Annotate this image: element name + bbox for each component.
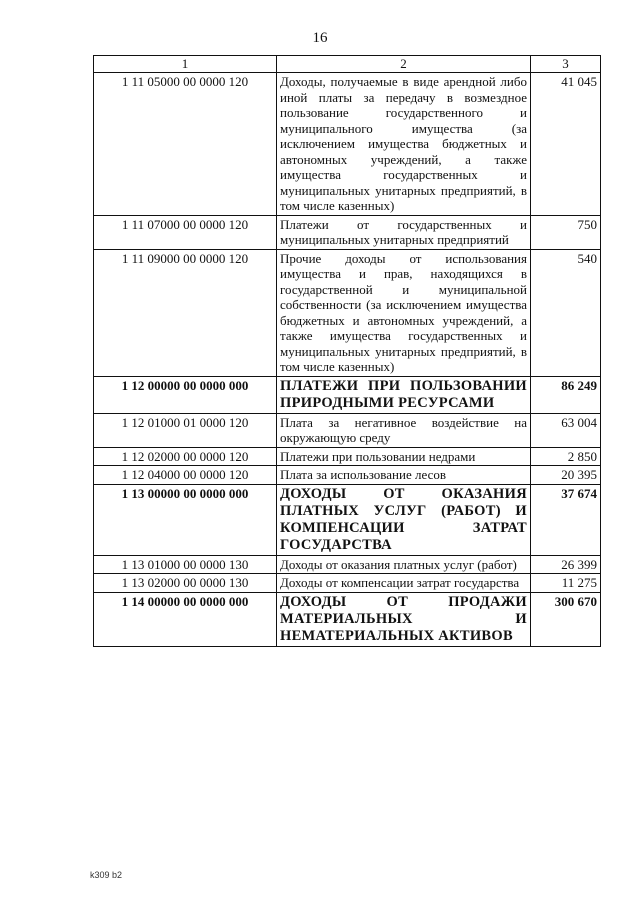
document-footer-code: k309 b2 (90, 870, 123, 880)
section-name: ПЛАТЕЖИ ПРИ ПОЛЬЗОВАНИИ ПРИРОДНЫМИ РЕСУРСАМИ (277, 376, 531, 413)
row-name: Доходы, получаемые в виде арендной либо иной платы за передачу в возмездное пользование государственного и муниципального имущества (за исключением имущества бюджетных и автономных учреждений, а также имущества государственных и муниципальных унитарных предприятий, в том числе казенных) (277, 73, 531, 216)
row-code: 1 11 07000 00 0000 120 (94, 215, 277, 249)
row-amount: 41 045 (531, 73, 601, 216)
row-code: 1 13 02000 00 0000 130 (94, 574, 277, 593)
row-amount: 63 004 (531, 413, 601, 447)
row-amount: 11 275 (531, 574, 601, 593)
row-code: 1 13 01000 00 0000 130 (94, 555, 277, 574)
table-row (94, 215, 601, 249)
section-amount: 300 670 (531, 592, 601, 646)
table-row (94, 249, 601, 376)
row-amount: 20 395 (531, 466, 601, 485)
column-header-amount: 3 (531, 56, 601, 73)
row-amount: 2 850 (531, 447, 601, 466)
section-code: 1 14 00000 00 0000 000 (94, 592, 277, 646)
table-row (94, 73, 601, 216)
row-amount: 750 (531, 215, 601, 249)
section-code: 1 13 00000 00 0000 000 (94, 484, 277, 555)
table-section-row (94, 592, 601, 646)
row-code: 1 11 09000 00 0000 120 (94, 249, 277, 376)
table-row (94, 447, 601, 466)
table-row (94, 574, 601, 593)
row-code: 1 12 04000 00 0000 120 (94, 466, 277, 485)
row-name: Доходы от компенсации затрат государства (277, 574, 531, 593)
section-code: 1 12 00000 00 0000 000 (94, 376, 277, 413)
row-amount: 26 399 (531, 555, 601, 574)
row-name: Плата за использование лесов (277, 466, 531, 485)
row-amount: 540 (531, 249, 601, 376)
table-row (94, 466, 601, 485)
row-code: 1 12 02000 00 0000 120 (94, 447, 277, 466)
page-number: 16 (312, 30, 328, 46)
table-section-row (94, 376, 601, 413)
column-header-code: 1 (94, 56, 277, 73)
section-name: ДОХОДЫ ОТ ОКАЗАНИЯ ПЛАТНЫХ УСЛУГ (РАБОТ) И КОМПЕНСАЦИИ ЗАТРАТ ГОСУДАРСТВА (277, 484, 531, 555)
column-header-name: 2 (277, 56, 531, 73)
row-name: Плата за негативное воздействие на окружающую среду (277, 413, 531, 447)
row-name: Платежи от государственных и муниципальных унитарных предприятий (277, 215, 531, 249)
section-name: ДОХОДЫ ОТ ПРОДАЖИ МАТЕРИАЛЬНЫХ И НЕМАТЕРИАЛЬНЫХ АКТИВОВ (277, 592, 531, 646)
row-code: 1 12 01000 01 0000 120 (94, 413, 277, 447)
section-amount: 37 674 (531, 484, 601, 555)
row-name: Платежи при пользовании недрами (277, 447, 531, 466)
table-row (94, 413, 601, 447)
row-code: 1 11 05000 00 0000 120 (94, 73, 277, 216)
row-name: Прочие доходы от использования имущества и прав, находящихся в государственной и муниципальной собственности (за исключением имущества бюджетных и автономных учреждений, а также имущества государственных и муниципальных унитарных предприятий, в том числе казенных) (277, 249, 531, 376)
table-section-row (94, 484, 601, 555)
table-header-row (94, 56, 601, 73)
table-row (94, 555, 601, 574)
section-amount: 86 249 (531, 376, 601, 413)
row-name: Доходы от оказания платных услуг (работ) (277, 555, 531, 574)
budget-revenue-table (93, 55, 601, 647)
